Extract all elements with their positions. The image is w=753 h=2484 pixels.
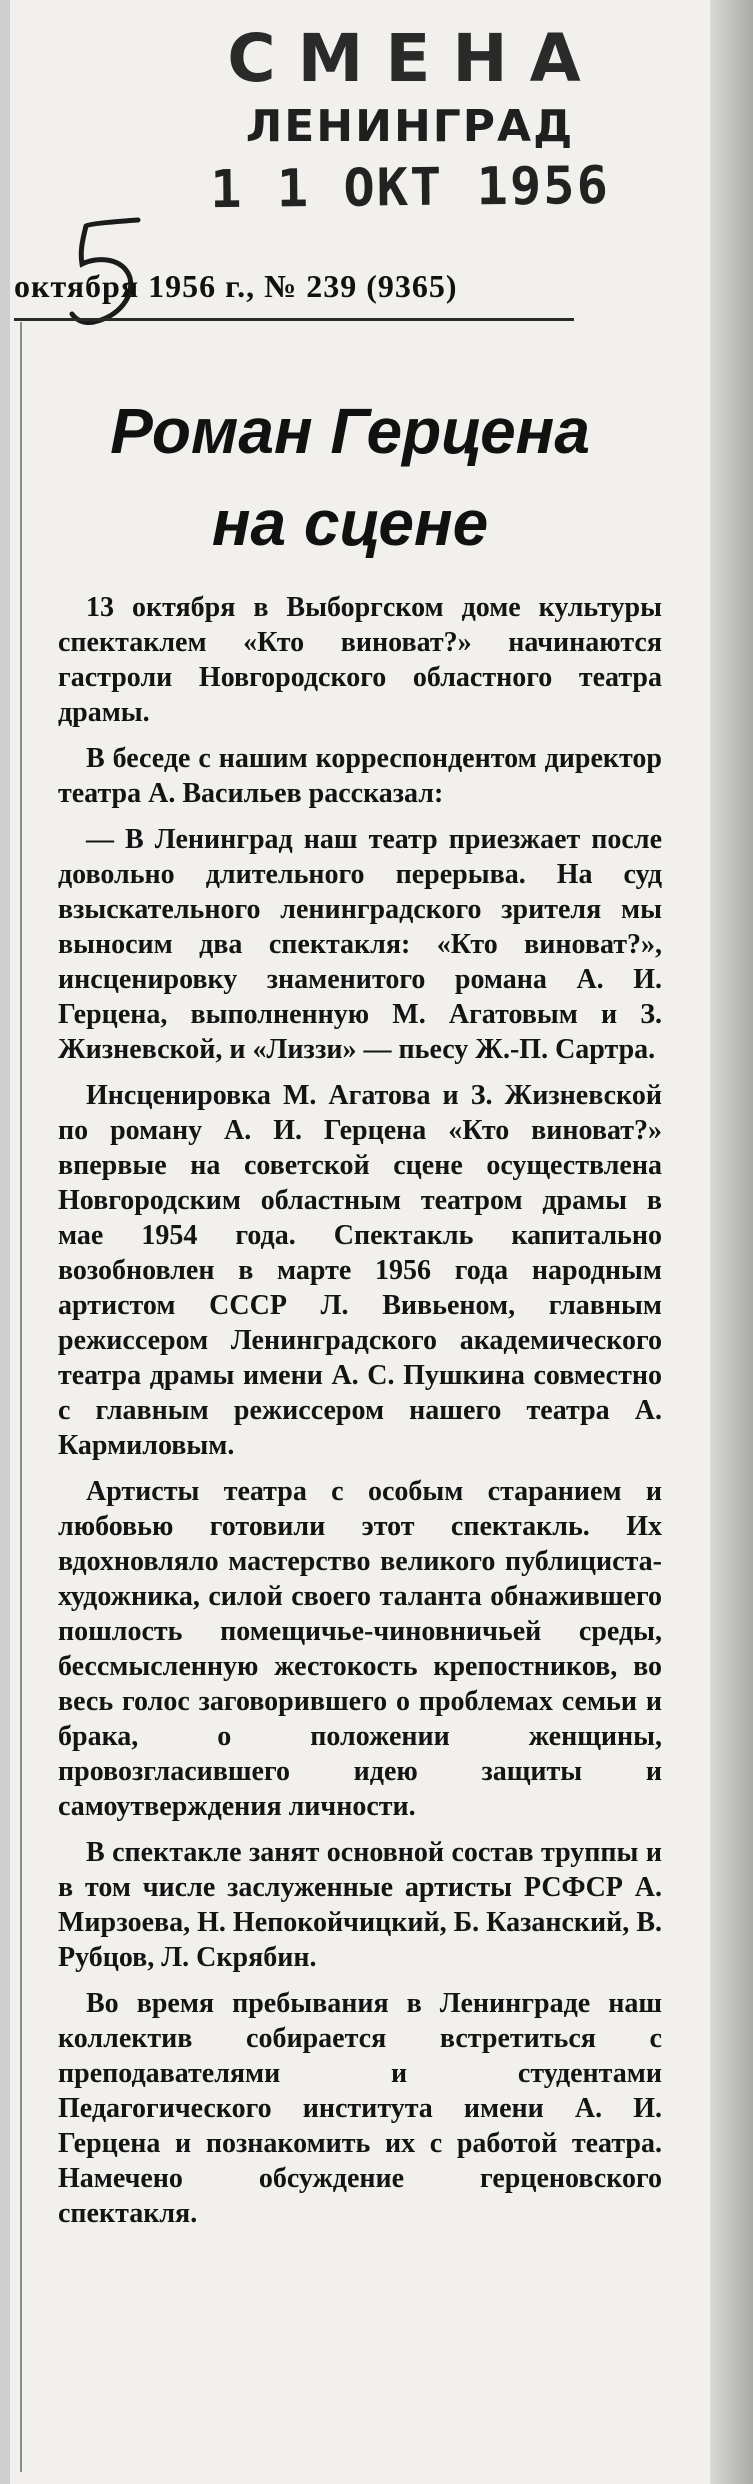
header-rule	[14, 318, 574, 321]
issue-line: октября 1956 г., № 239 (9365)	[14, 268, 458, 304]
newspaper-title: СМЕНА	[227, 20, 603, 97]
paragraph: В спектакле занят основной состав труппы и в том числе заслуженные артисты РСФСР А. Мирзоева, Н. Непокойчицкий, Б. Казанский, В. Рубцов, Л. Скрябин.	[58, 1837, 662, 1973]
date-stamp: 1 1 ОКТ 1956	[209, 155, 611, 221]
page-edge-strip	[710, 0, 753, 2484]
article-headline	[70, 385, 630, 569]
paragraph: В беседе с нашим корреспондентом директор театра А. Васильев рассказал:	[58, 743, 662, 809]
city-name: ЛЕНИНГРАД	[245, 101, 575, 152]
paragraph: Во время пребывания в Ленинграде наш коллектив собирается встретиться с преподавателями и студентами Педагогического института имени А. И. Герцена и познакомить их с работой театра. Намечено обсуждение герценовского спектакля.	[58, 1988, 662, 2229]
paragraph: 13 октября в Выборгском доме культуры спектаклем «Кто виноват?» начинаются гастроли Новгородского областного театра драмы.	[58, 592, 662, 728]
headline-line-2: на сцене	[211, 487, 489, 559]
paragraph: — В Ленинград наш театр приезжает после довольно длительного перерыва. На суд взыскательного ленинградского зрителя мы выносим два спектакля: «Кто виноват?», инсценировку знаменитого романа А. И. Герцена, выполненную М. Агатовым и З. Жизневской, и «Лиззи» — пьесу Ж.-П. Сартра.	[58, 824, 662, 1065]
paragraph: Инсценировка М. Агатова и З. Жизневской по роману А. И. Герцена «Кто виноват?» впервые на советской сцене осуществлена Новгородским областным театром драмы в мае 1954 года. Спектакль капитально возобновлен в марте 1956 года народным артистом СССР Л. Вивьеном, главным режиссером Ленинградского академического театра драмы имени А. С. Пушкина совместно с главным режиссером нашего театра А. Кармиловым.	[58, 1080, 662, 1461]
column-rule	[20, 322, 22, 2472]
masthead	[150, 20, 670, 221]
article-body	[58, 590, 662, 2242]
paragraph: Артисты театра с особым старанием и любовью готовили этот спектакль. Их вдохновляло мастерство великого публициста-художника, силой своего таланта обнажившего пошлость помещичье-чиновничьей среды, бессмысленную жестокость крепостников, во весь голос заговорившего о проблемах семьи и брака, о положении женщины, провозгласившего идею защиты и самоутверждения личности.	[58, 1476, 662, 1822]
headline-line-1: Роман Герцена	[110, 395, 590, 467]
